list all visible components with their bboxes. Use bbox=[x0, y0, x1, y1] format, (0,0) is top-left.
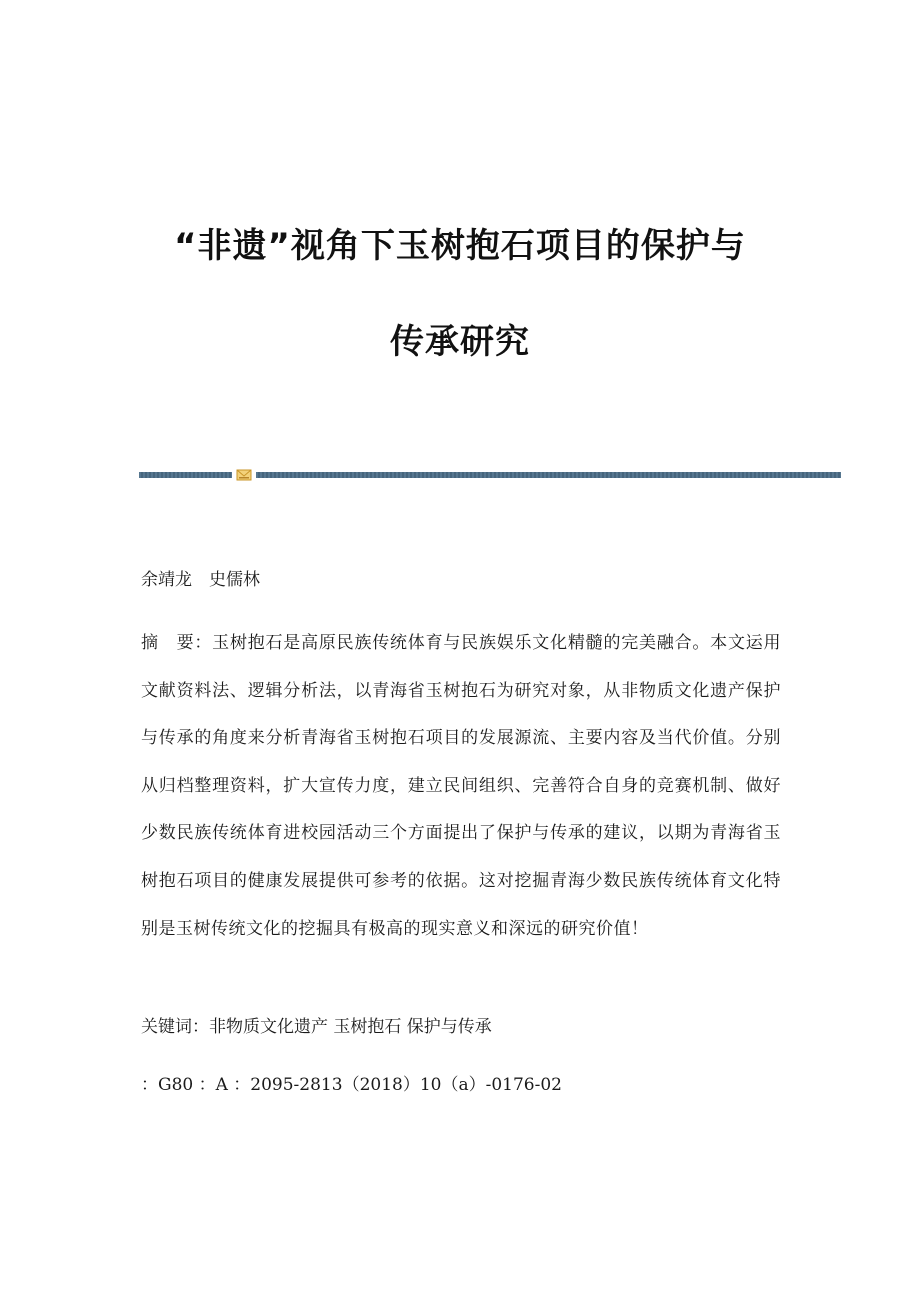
abstract bbox=[141, 620, 781, 953]
keywords-label: 关键词： bbox=[141, 1017, 209, 1037]
keywords bbox=[141, 1015, 781, 1039]
title-divider bbox=[139, 468, 841, 482]
divider-bar-left bbox=[139, 472, 232, 478]
abstract-text: 玉树抱石是高原民族传统体育与民族娱乐文化精髓的完美融合。本文运用文献资料法、逻辑分析法，以青海省玉树抱石为研究对象，从非物质文化遗产保护与传承的角度来分析青海省玉树抱石项目的发展源流、主要内容及当代价值。分别从归档整理资料，扩大宣传力度，建立民间组织、完善符合自身的竞赛机制、做好少数民族传统体育进校园活动三个方面提出了保护与传承的建议，以期为青海省玉树抱石项目的健康发展提供可参考的依据。这对挖掘青海少数民族传统体育文化特别是玉树传统文化的挖掘具有极高的现实意义和深远的研究价值！ bbox=[141, 633, 782, 939]
keywords-text: 非物质文化遗产 玉树抱石 保护与传承 bbox=[209, 1017, 492, 1037]
title-line-1: “非遗”视角下玉树抱石项目的保护与 bbox=[174, 226, 746, 266]
divider-bar-right bbox=[256, 472, 841, 478]
envelope-ornament-icon bbox=[236, 468, 252, 482]
authors: 余靖龙 史儒林 bbox=[141, 570, 260, 590]
abstract-label: 摘 要： bbox=[141, 633, 213, 653]
title-line-2: 传承研究 bbox=[390, 322, 530, 362]
classification-codes: ：G80 ：A ：2095-2813（2018）10（a）-0176-02 bbox=[141, 1075, 562, 1095]
